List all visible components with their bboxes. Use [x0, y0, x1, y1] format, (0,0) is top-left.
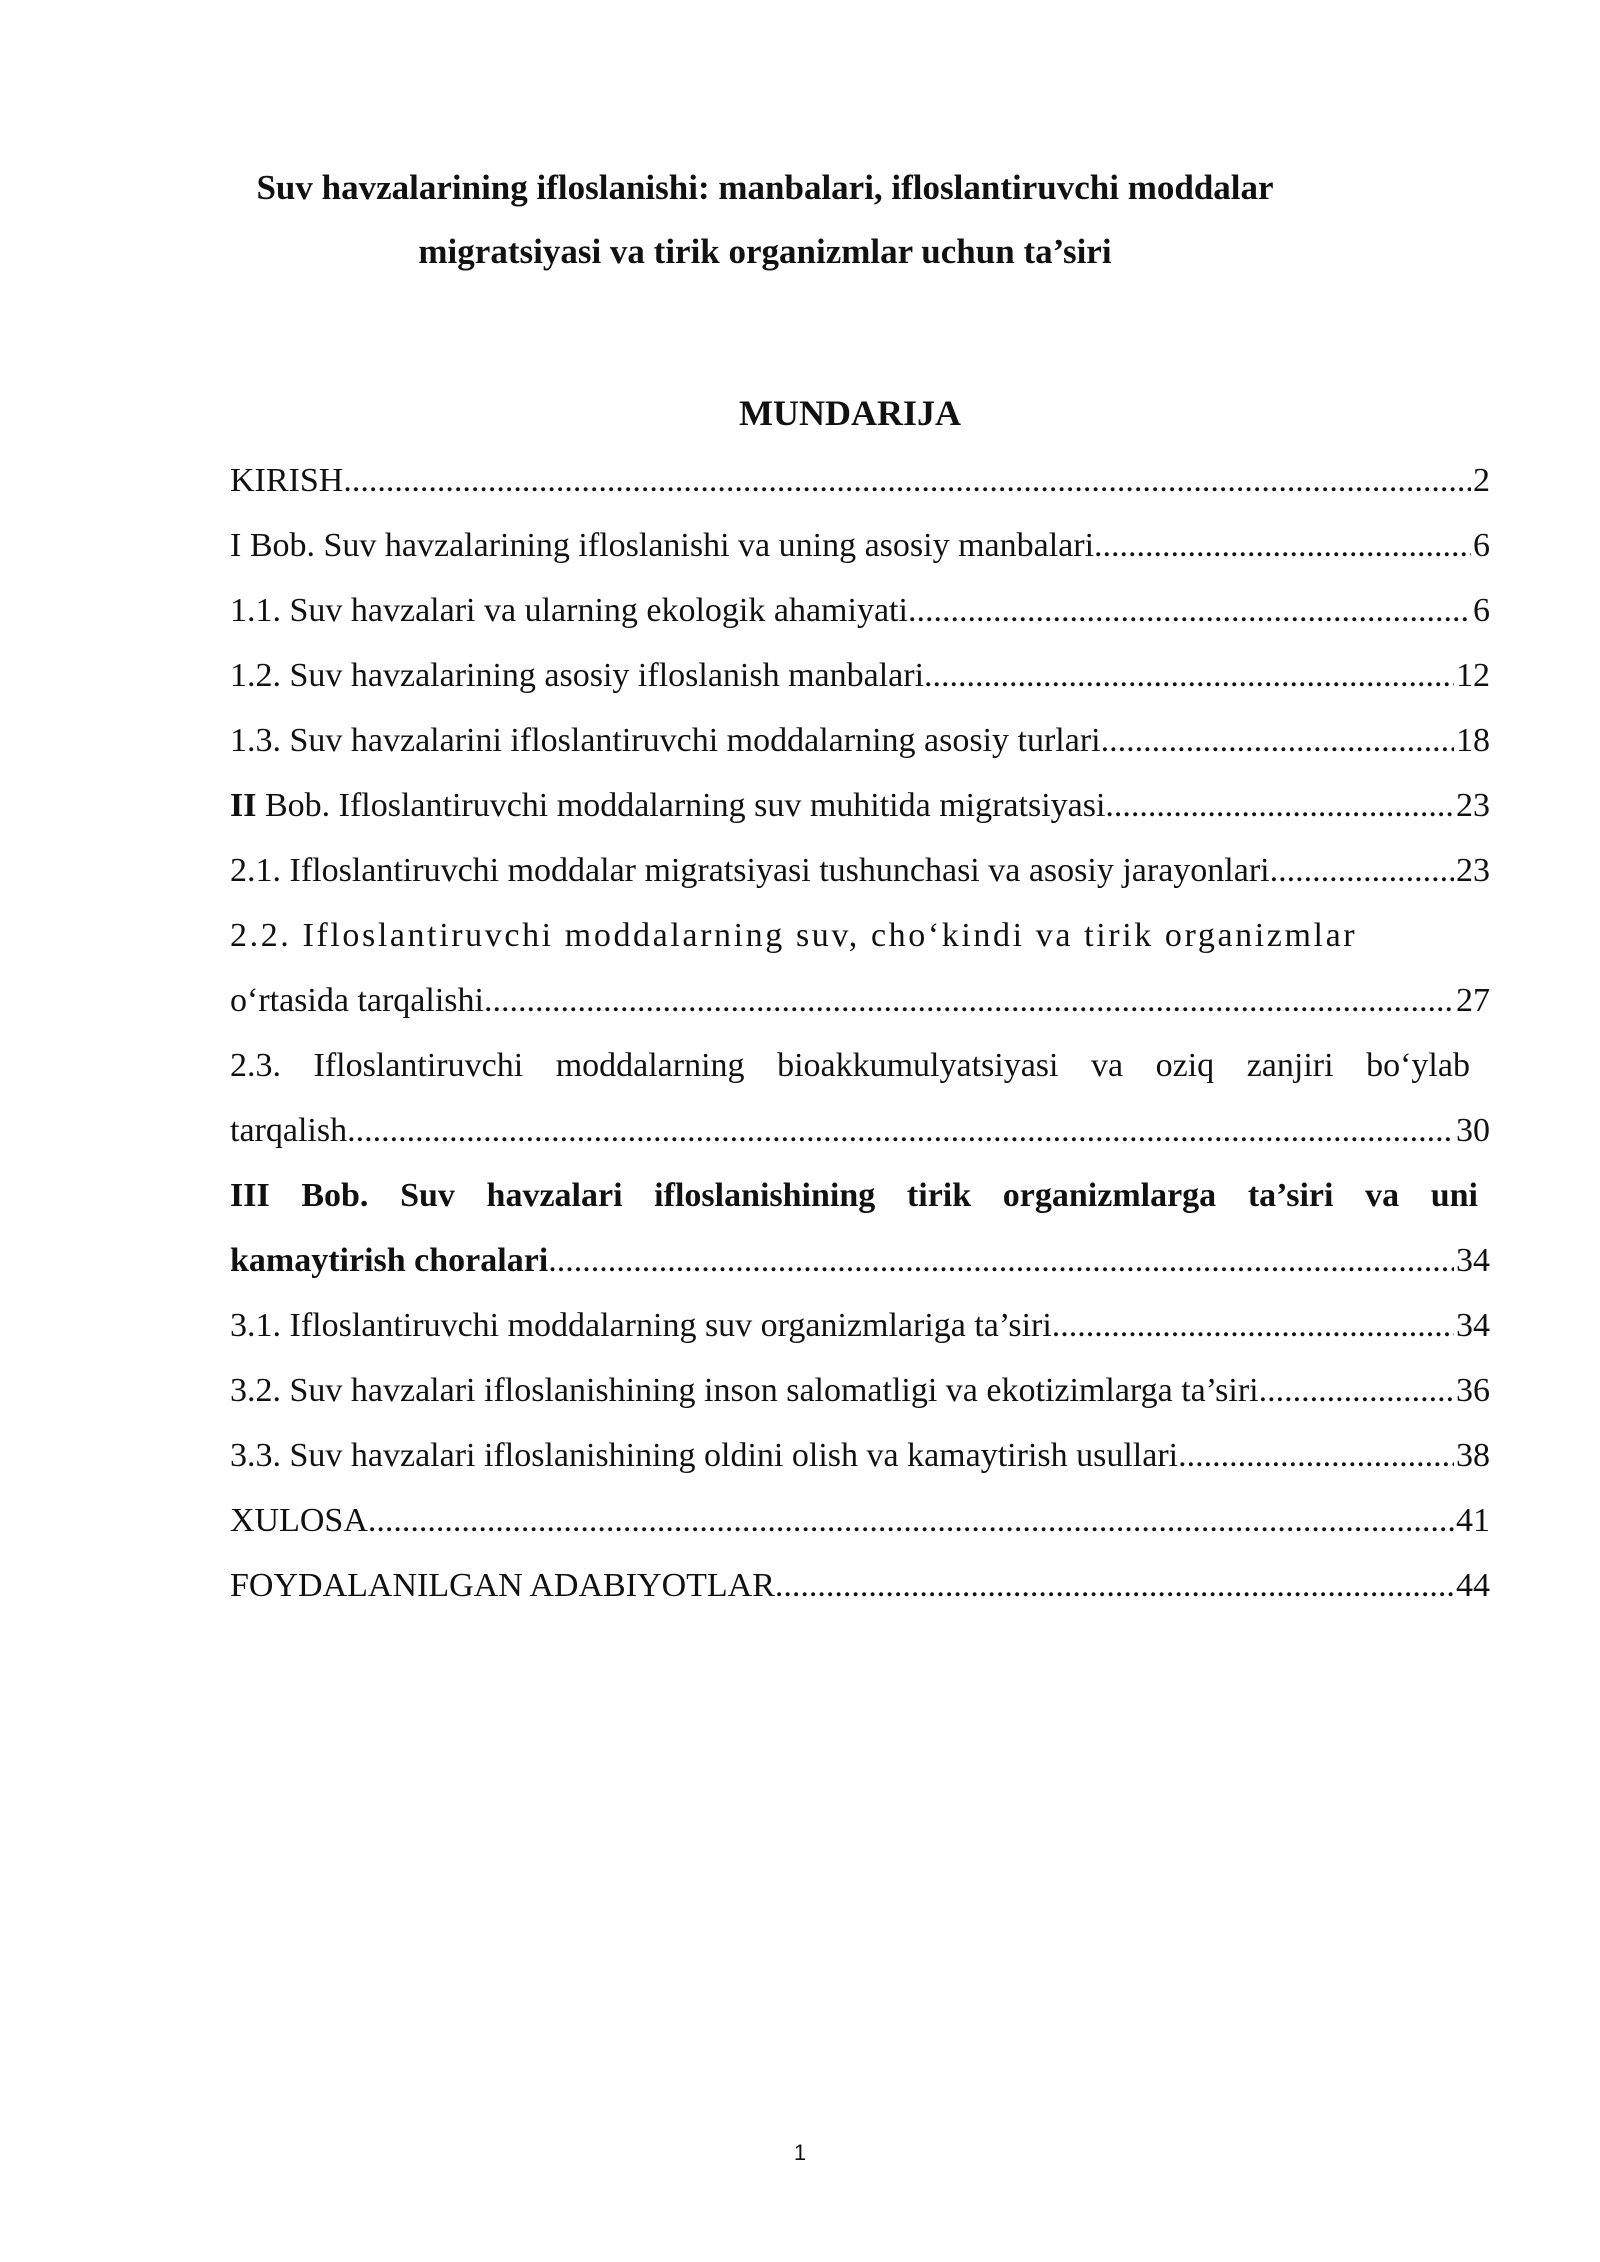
toc-entry-3-1[interactable] [230, 1293, 1490, 1358]
dot-leader [924, 643, 1454, 708]
dot-leader [1178, 1423, 1454, 1488]
toc-entry-page: 12 [1456, 657, 1490, 694]
dot-leader [1259, 1358, 1454, 1423]
toc-entry-label: kamaytirish choralari [230, 1242, 549, 1279]
toc-entry-page: 34 [1456, 1307, 1490, 1344]
toc-entry-page: 30 [1456, 1112, 1490, 1149]
toc-word: Bob. [301, 1177, 369, 1214]
toc-entry-page: 23 [1456, 852, 1490, 889]
toc-word: zanjiri [1246, 1047, 1334, 1084]
dot-leader [1094, 513, 1471, 578]
toc-entry-label: tarqalish [230, 1112, 348, 1149]
toc-word: bo‘ylab [1366, 1047, 1470, 1084]
dot-leader [368, 1488, 1454, 1553]
toc-entry-label: 2.2. Ifloslantiruvchi moddalarning suv, cho‘kindi va tirik organizmlar [230, 917, 1358, 954]
toc-entry-2-2-line-1[interactable] [230, 903, 1490, 968]
toc-word: havzalari [486, 1177, 623, 1214]
toc-entry-page: 27 [1456, 982, 1490, 1019]
toc-word: III [230, 1177, 270, 1214]
page-number: 1 [793, 2140, 807, 2165]
dot-leader [1270, 838, 1454, 903]
toc-entry-label: 3.2. Suv havzalari ifloslanishining inson salomatligi va ekotizimlarga ta’siri [230, 1372, 1259, 1409]
title-line-2: migratsiyasi va tirik organizmlar uchun ta’siri [418, 232, 1112, 271]
toc-entry-3-3[interactable] [230, 1423, 1490, 1488]
toc-entry-label: FOYDALANILGAN ADABIYOTLAR [230, 1567, 775, 1604]
toc-entry-label: 1.1. Suv havzalari va ularning ekologik ahamiyati [230, 592, 908, 629]
toc-entry-1-3[interactable] [230, 708, 1490, 773]
toc-entry-label: 3.1. Ifloslantiruvchi moddalarning suv organizmlariga ta’siri [230, 1307, 1052, 1344]
dot-leader [908, 578, 1471, 643]
toc-word: oziq [1155, 1047, 1215, 1084]
toc-word: organizmlarga [1002, 1177, 1217, 1214]
toc-entry-label [230, 773, 1105, 838]
dot-leader [548, 1228, 1454, 1293]
toc-entry-page: 38 [1456, 1437, 1490, 1474]
toc-entry-2-2-line-2[interactable] [230, 968, 1490, 1033]
toc-entry-label: XULOSA [230, 1502, 368, 1539]
roman-numeral: II [230, 787, 257, 824]
toc-entry-adabiyotlar[interactable] [230, 1553, 1490, 1618]
dot-leader [1101, 708, 1454, 773]
dot-leader [343, 448, 1471, 513]
toc-entry-xulosa[interactable] [230, 1488, 1490, 1553]
toc-entry-page: 6 [1473, 592, 1490, 629]
toc-entry-label: o‘rtasida tarqalishi [230, 982, 484, 1019]
toc-entry-2-3-line-1[interactable] [230, 1033, 1490, 1098]
toc-entry-page: 23 [1456, 787, 1490, 824]
dot-leader [1105, 773, 1454, 838]
toc-entry-page: 34 [1456, 1242, 1490, 1279]
table-of-contents [230, 448, 1490, 1618]
toc-word: va [1091, 1047, 1124, 1084]
toc-entry-2-1[interactable] [230, 838, 1490, 903]
toc-word: ifloslanishining [654, 1177, 876, 1214]
toc-entry-page: 36 [1456, 1372, 1490, 1409]
toc-word: Ifloslantiruvchi [313, 1047, 524, 1084]
toc-word: bioakkumulyatsiyasi [777, 1047, 1059, 1084]
dot-leader [1052, 1293, 1454, 1358]
toc-word: moddalarning [555, 1047, 745, 1084]
toc-entry-label: 3.3. Suv havzalari ifloslanishining oldini olish va kamaytirish usullari [230, 1437, 1179, 1474]
toc-entry-bob-3-line-1[interactable] [230, 1163, 1490, 1228]
toc-entry-label: 1.3. Suv havzalarini ifloslantiruvchi moddalarning asosiy turlari [230, 722, 1101, 759]
toc-entry-bob-2[interactable] [230, 773, 1490, 838]
toc-word: va [1365, 1177, 1400, 1214]
toc-word: uni [1430, 1177, 1478, 1214]
toc-word: tirik [906, 1177, 972, 1214]
dot-leader [484, 968, 1454, 1033]
toc-entry-page: 6 [1473, 527, 1490, 564]
toc-heading: MUNDARIJA [739, 393, 961, 433]
toc-entry-page: 41 [1456, 1502, 1490, 1539]
toc-entry-bob-3-line-2[interactable] [230, 1228, 1490, 1293]
toc-entry-3-2[interactable] [230, 1358, 1490, 1423]
toc-entry-kirish[interactable] [230, 448, 1490, 513]
toc-entry-2-3-line-2[interactable] [230, 1098, 1490, 1163]
dot-leader [347, 1098, 1454, 1163]
toc-entry-page: 44 [1456, 1567, 1490, 1604]
title-line-1: Suv havzalarining ifloslanishi: manbalari, ifloslantiruvchi moddalar [256, 168, 1274, 207]
toc-entry-label: I Bob. Suv havzalarining ifloslanishi va uning asosiy manbalari [230, 527, 1095, 564]
toc-entry-label: KIRISH [230, 462, 344, 499]
toc-entry-page: 2 [1473, 462, 1490, 499]
toc-entry-bob-1[interactable] [230, 513, 1490, 578]
document-title [200, 156, 1330, 284]
toc-entry-label: 1.2. Suv havzalarining asosiy ifloslanish manbalari [230, 657, 925, 694]
toc-word: ta’siri [1247, 1177, 1334, 1214]
toc-entry-1-2[interactable] [230, 643, 1490, 708]
toc-entry-label: 2.1. Ifloslantiruvchi moddalar migratsiyasi tushunchasi va asosiy jarayonlari [230, 852, 1270, 889]
toc-entry-page: 18 [1456, 722, 1490, 759]
dot-leader [775, 1553, 1454, 1618]
toc-entry-1-1[interactable] [230, 578, 1490, 643]
toc-word: Suv [400, 1177, 455, 1214]
toc-word: 2.3. [230, 1047, 281, 1084]
toc-entry-label-rest: Bob. Ifloslantiruvchi moddalarning suv muhitida migratsiyasi [256, 787, 1106, 824]
